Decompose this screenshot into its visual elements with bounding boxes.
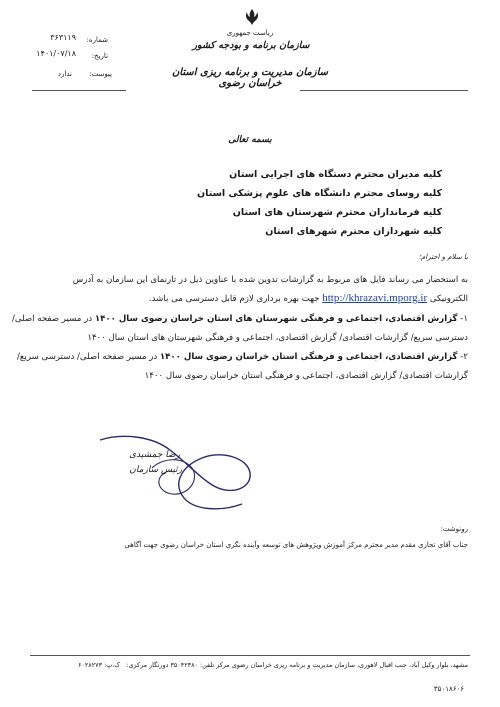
bismillah-heading: بسمه تعالی xyxy=(228,135,272,145)
cc-recipient: جناب آقای تجاری مقدم مدیر محترم مرکز آموزش وپژوهش های توسعه وآینده نگری استان خراسان رضوی جهت آگاهی xyxy=(124,541,468,549)
footer-phone: ۳۵۰۴۲۳۸۰ xyxy=(170,661,198,669)
header-divider-left xyxy=(32,90,126,91)
footer-postal-label: ک.پ: xyxy=(104,661,120,669)
list-item-2 xyxy=(17,352,468,362)
footer-address: مشهد، بلوار وکیل آباد، جنب اقبال لاهوری، سازمان مدیریت و برنامه ریزی خراسان رضوی xyxy=(231,661,468,669)
date-value: ۱۴۰۱/۰۷/۱۸ xyxy=(36,49,76,58)
attachment-value: ندارد xyxy=(57,70,72,78)
list-item-1-title: گزارش اقتصادی، اجتماعی و فرهنگی شهرستان های استان خراسان رضوی سال ۱۴۰۰ xyxy=(94,314,458,324)
greeting: با سلام و احترام؛ xyxy=(418,253,468,261)
attachment-label: پیوست: xyxy=(89,70,112,78)
list-item-2-continuation: گزارشات اقتصادی/ گزارش اقتصادی، اجتماعی و فرهنگی استان خراسان رضوی سال ۱۴۰۰ xyxy=(144,371,468,381)
footer-fax-label: دورنگار مرکزی: xyxy=(126,661,169,669)
org-main-title: سازمان برنامه و بودجه کشور xyxy=(192,40,310,51)
signatory-name: رضا جمشیدی xyxy=(129,450,180,460)
date-label: تاریخ: xyxy=(91,52,108,60)
body-line-1: به استحضار می رساند فایل های مربوط به گزارشات تدوین شده با عناوین ذیل در تارنمای این سازمان به آدرس xyxy=(72,275,468,285)
recipient-line: کلیه مدیران محترم دستگاه های اجرایی استان xyxy=(229,169,442,180)
signatory-title: رئیس سازمان xyxy=(129,465,182,475)
footer-postal-code: ۶۰۲۸۲۷۳ xyxy=(78,661,103,669)
website-link[interactable]: http://khrazavi.mporg.ir xyxy=(322,292,428,304)
footer-postal-line xyxy=(40,661,120,669)
recipient-line: کلیه فرمانداران محترم شهرستان های استان xyxy=(232,207,442,218)
number-label: شماره: xyxy=(86,36,108,44)
header-divider-right xyxy=(300,90,468,91)
list-item-1-path: در مسیر صفحه اصلی/ xyxy=(11,314,93,324)
footer-document-code: ۳۵۰۱۸۶۰۶ xyxy=(433,685,464,693)
recipient-line: کلیه شهرداران محترم شهرهای استان xyxy=(265,226,442,237)
list-item-2-number: ۲- xyxy=(460,352,468,362)
cc-label: رونوشت: xyxy=(440,525,468,533)
body-line-2-suffix: جهت بهره برداری لازم قابل دسترسی می باشد. xyxy=(148,294,320,304)
footer-center-label: مرکز تلفن: xyxy=(200,661,230,669)
recipient-line: کلیه روسای محترم دانشگاه های علوم پزشکی استان xyxy=(197,188,442,199)
list-item-2-path: در مسیر صفحه اصلی/ دسترسی سریع/ xyxy=(17,352,158,362)
state-emblem-icon xyxy=(244,8,260,26)
footer-divider xyxy=(30,655,470,656)
org-sub-title: سازمان مدیریت و برنامه ریزی استان خراسان رضوی xyxy=(171,67,329,89)
list-item-2-title: گزارش اقتصادی، اجتماعی و فرهنگی استان خراسان رضوی سال ۱۴۰۰ xyxy=(159,352,458,362)
presidency-label: ریاست جمهوری xyxy=(226,29,274,37)
list-item-1-continuation: دسترسی سریع/ گزارشات اقتصادی/ گزارش اقتصادی، اجتماعی و فرهنگی شهرستان های استان سال ۱۴۰۰ xyxy=(87,333,468,343)
body-line-2 xyxy=(32,293,468,304)
list-item-1-number: ۱- xyxy=(460,314,468,324)
number-value: ۳۶۳۱۱۹ xyxy=(50,33,76,42)
footer-address-line xyxy=(126,661,468,669)
body-line-2-prefix: الکترونیکی xyxy=(429,294,468,304)
list-item-1 xyxy=(11,314,468,324)
